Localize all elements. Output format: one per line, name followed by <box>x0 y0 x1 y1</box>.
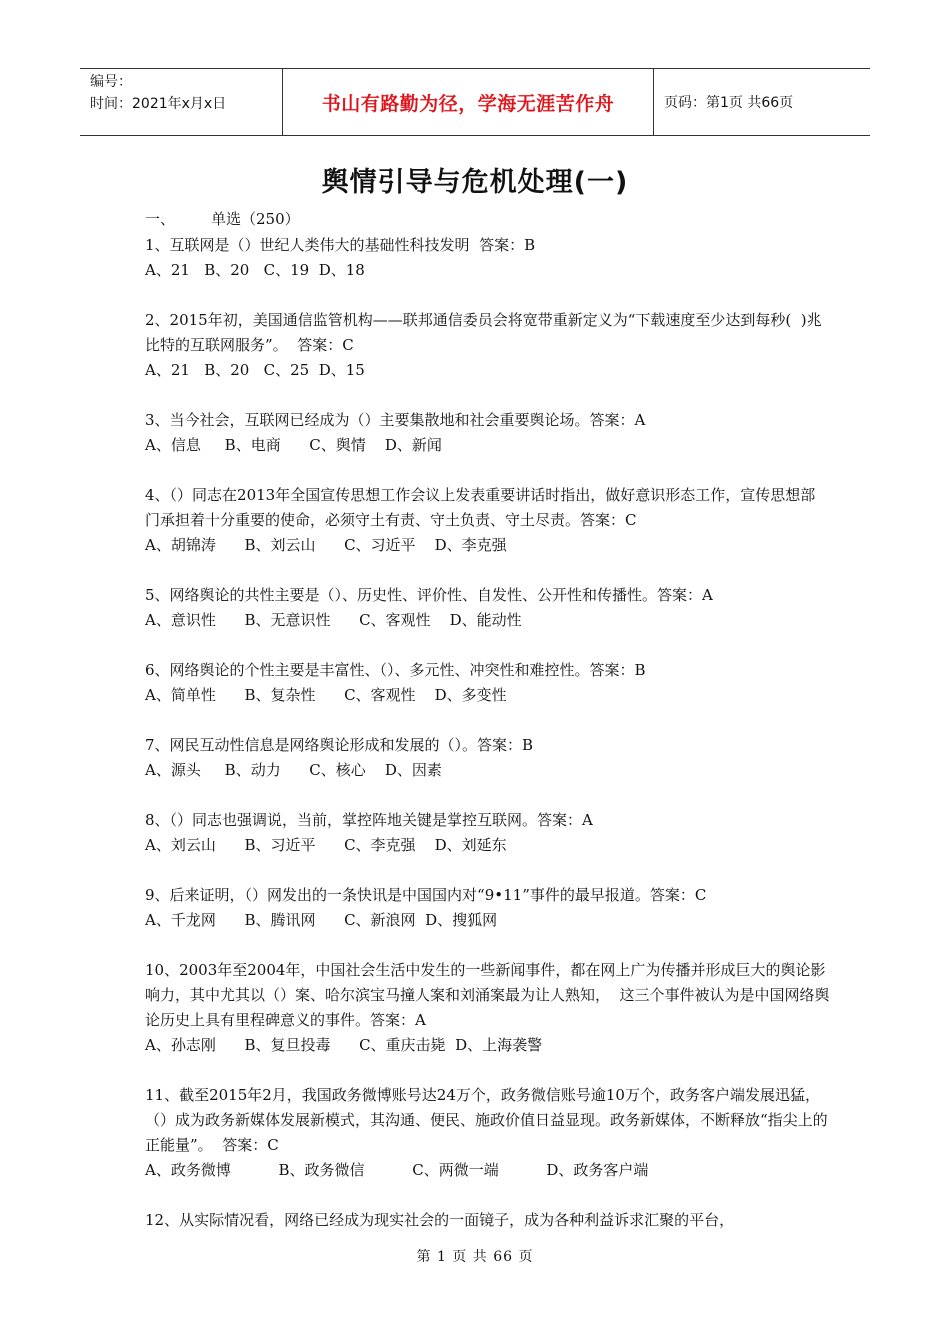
page-header <box>80 68 870 136</box>
question-item <box>145 233 830 283</box>
question-item <box>145 733 830 783</box>
question-text: 6、网络舆论的个性主要是丰富性、（）、多元性、冲突性和难控性。答案：B <box>145 661 646 679</box>
question-item <box>145 1208 830 1233</box>
page-footer: 第 1 页 共 66 页 <box>416 1249 534 1265</box>
question-options: A、千龙网 B、腾讯网 C、新浪网 D、搜狐网 <box>145 911 498 929</box>
question-item <box>145 658 830 708</box>
question-item <box>145 308 830 383</box>
question-text: 12、从实际情况看，网络已经成为现实社会的一面镜子，成为各种利益诉求汇聚的平台， <box>145 1211 735 1229</box>
question-text: 9、后来证明，（）网发出的一条快讯是中国国内对“9•11”事件的最早报道。答案：C <box>145 886 707 904</box>
question-text: 3、当今社会，互联网已经成为（）主要集散地和社会重要舆论场。答案：A <box>145 411 646 429</box>
question-options: A、胡锦涛 B、刘云山 C、习近平 D、李克强 <box>145 536 507 554</box>
question-options: A、简单性 B、复杂性 C、客观性 D、多变性 <box>145 686 507 704</box>
question-item <box>145 883 830 933</box>
header-page-info: 页码：第1页 共66页 <box>664 95 794 111</box>
question-text: 11、截至2015年2月，我国政务微博账号达24万个，政务微信账号逾10万个，政务客户端发展迅猛，（）成为政务新媒体发展新模式，其沟通、便民、施政价值日益显现。政务新媒体，不断释放“指尖上的正能量”。 答案：C <box>145 1086 828 1154</box>
section-number: 一、 <box>145 210 176 228</box>
question-options: A、政务微博 B、政务微信 C、两微一端 D、政务客户端 <box>145 1161 649 1179</box>
question-item <box>145 808 830 858</box>
question-text: 1、互联网是（）世纪人类伟大的基础性科技发明 答案：B <box>145 236 536 254</box>
section-label: 单选（250） <box>211 210 300 228</box>
question-options: A、信息 B、电商 C、舆情 D、新闻 <box>145 436 442 454</box>
question-options: A、孙志刚 B、复旦投毒 C、重庆击毙 D、上海袭警 <box>145 1036 543 1054</box>
section-heading <box>145 208 300 230</box>
question-options: A、意识性 B、无意识性 C、客观性 D、能动性 <box>145 611 522 629</box>
question-item <box>145 583 830 633</box>
question-list <box>145 233 830 1258</box>
question-item <box>145 408 830 458</box>
question-item <box>145 1083 830 1183</box>
question-options: A、21 B、20 C、19 D、18 <box>145 261 365 279</box>
question-options: A、刘云山 B、习近平 C、李克强 D、刘延东 <box>145 836 507 854</box>
question-item <box>145 958 830 1058</box>
header-motto: 书山有路勤为径，学海无涯苦作舟 <box>282 69 654 135</box>
question-text: 10、2003年至2004年，中国社会生活中发生的一些新闻事件，都在网上广为传播并形成巨大的舆论影响力，其中尤其以（）案、哈尔滨宝马撞人案和刘涌案最为让人熟知， 这三个事件被认为是中国网络舆论历史上具有里程碑意义的事件。答案：A <box>145 961 830 1029</box>
question-text: 7、网民互动性信息是网络舆论形成和发展的（）。答案：B <box>145 736 534 754</box>
question-text: 8、（）同志也强调说，当前，掌控阵地关键是掌控互联网。答案：A <box>145 811 593 829</box>
header-meta <box>80 69 282 135</box>
header-date: 时间：2021年x月x日 <box>90 96 227 112</box>
question-options: A、21 B、20 C、25 D、15 <box>145 361 365 379</box>
question-text: 2、2015年初，美国通信监管机构——联邦通信委员会将宽带重新定义为“下载速度至少达到每秒( )兆比特的互联网服务”。 答案：C <box>145 311 822 354</box>
document-title: 舆情引导与危机处理(一) <box>321 167 629 198</box>
header-number-label: 编号： <box>90 74 132 90</box>
question-options: A、源头 B、动力 C、核心 D、因素 <box>145 761 442 779</box>
question-item <box>145 483 830 558</box>
question-text: 4、（）同志在2013年全国宣传思想工作会议上发表重要讲话时指出，做好意识形态工作，宣传思想部门承担着十分重要的使命，必须守土有责、守土负责、守土尽责。答案：C <box>145 486 816 529</box>
question-text: 5、网络舆论的共性主要是（）、历史性、评价性、自发性、公开性和传播性。答案：A <box>145 586 713 604</box>
